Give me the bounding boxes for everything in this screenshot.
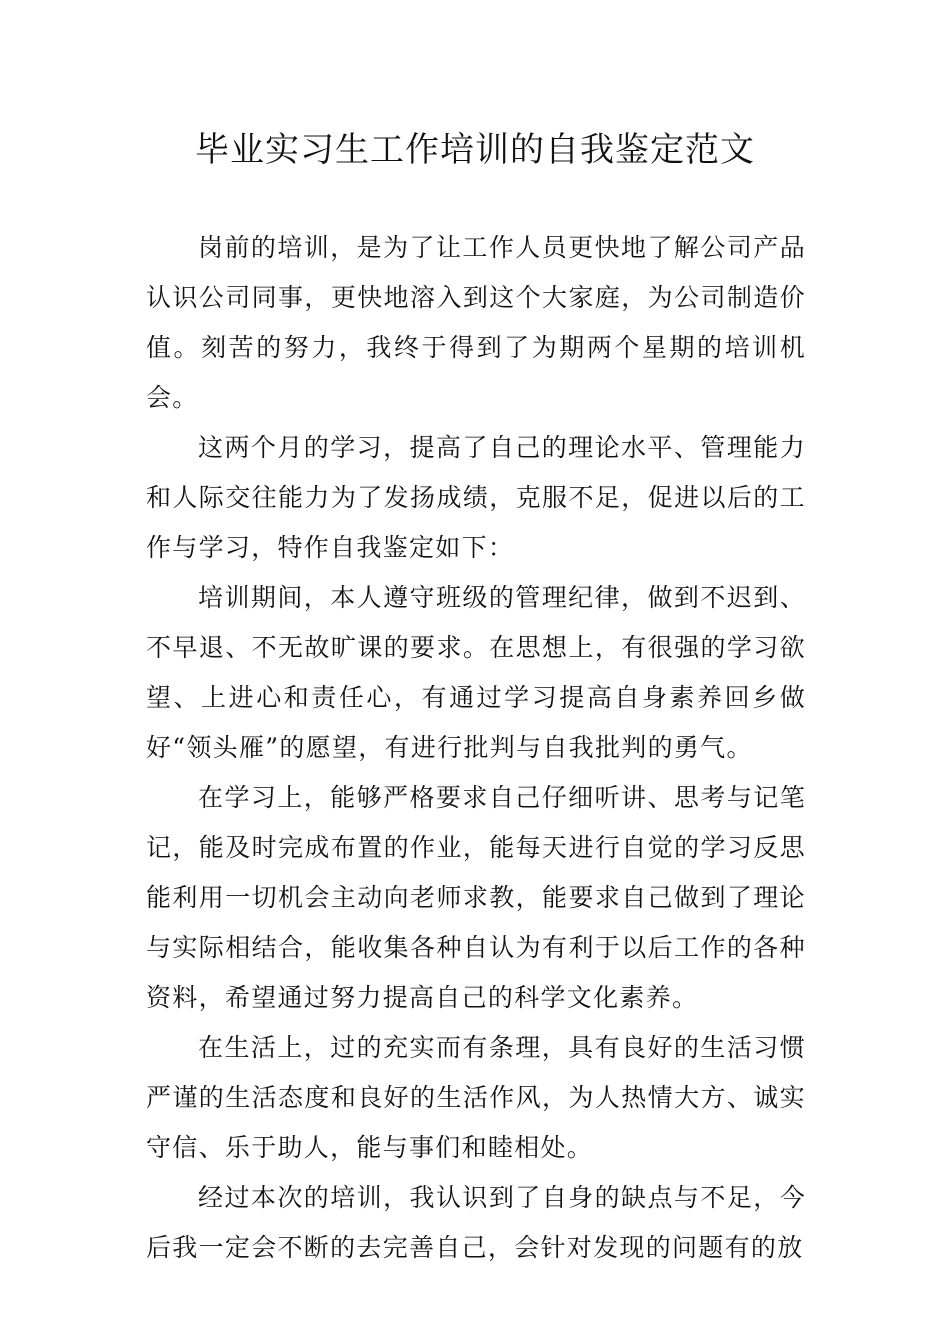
paragraph-1: 岗前的培训，是为了让工作人员更快地了解公司产品认识公司同事，更快地溶入到这个大家庭，为公司制造价值。刻苦的努力，我终于得到了为期两个星期的培训机会。 — [146, 233, 806, 412]
document-body — [146, 223, 806, 1273]
paragraph-3: 培训期间，本人遵守班级的管理纪律，做到不迟到、不早退、不无故旷课的要求。在思想上，有很强的学习欲望、上进心和责任心，有通过学习提高自身素养回乡做好“领头雁”的愿望，有进行批判与自我批判的勇气。 — [146, 583, 806, 762]
paragraph-2: 这两个月的学习，提高了自己的理论水平、管理能力和人际交往能力为了发扬成绩，克服不足，促进以后的工作与学习，特作自我鉴定如下： — [146, 433, 806, 562]
paragraph-5: 在生活上，过的充实而有条理，具有良好的生活习惯严谨的生活态度和良好的生活作风，为人热情大方、诚实守信、乐于助人，能与事们和睦相处。 — [146, 1033, 806, 1162]
paragraph-6: 经过本次的培训，我认识到了自身的缺点与不足，今后我一定会不断的去完善自己，会针对发现的问题有的放 — [146, 1183, 806, 1262]
paragraph-4: 在学习上，能够严格要求自己仔细听讲、思考与记笔记，能及时完成布置的作业，能每天进行自觉的学习反思能利用一切机会主动向老师求教，能要求自己做到了理论与实际相结合，能收集各种自认为有利于以后工作的各种资料，希望通过努力提高自己的科学文化素养。 — [146, 783, 806, 1012]
document-title: 毕业实习生工作培训的自我鉴定范文 — [195, 130, 755, 170]
